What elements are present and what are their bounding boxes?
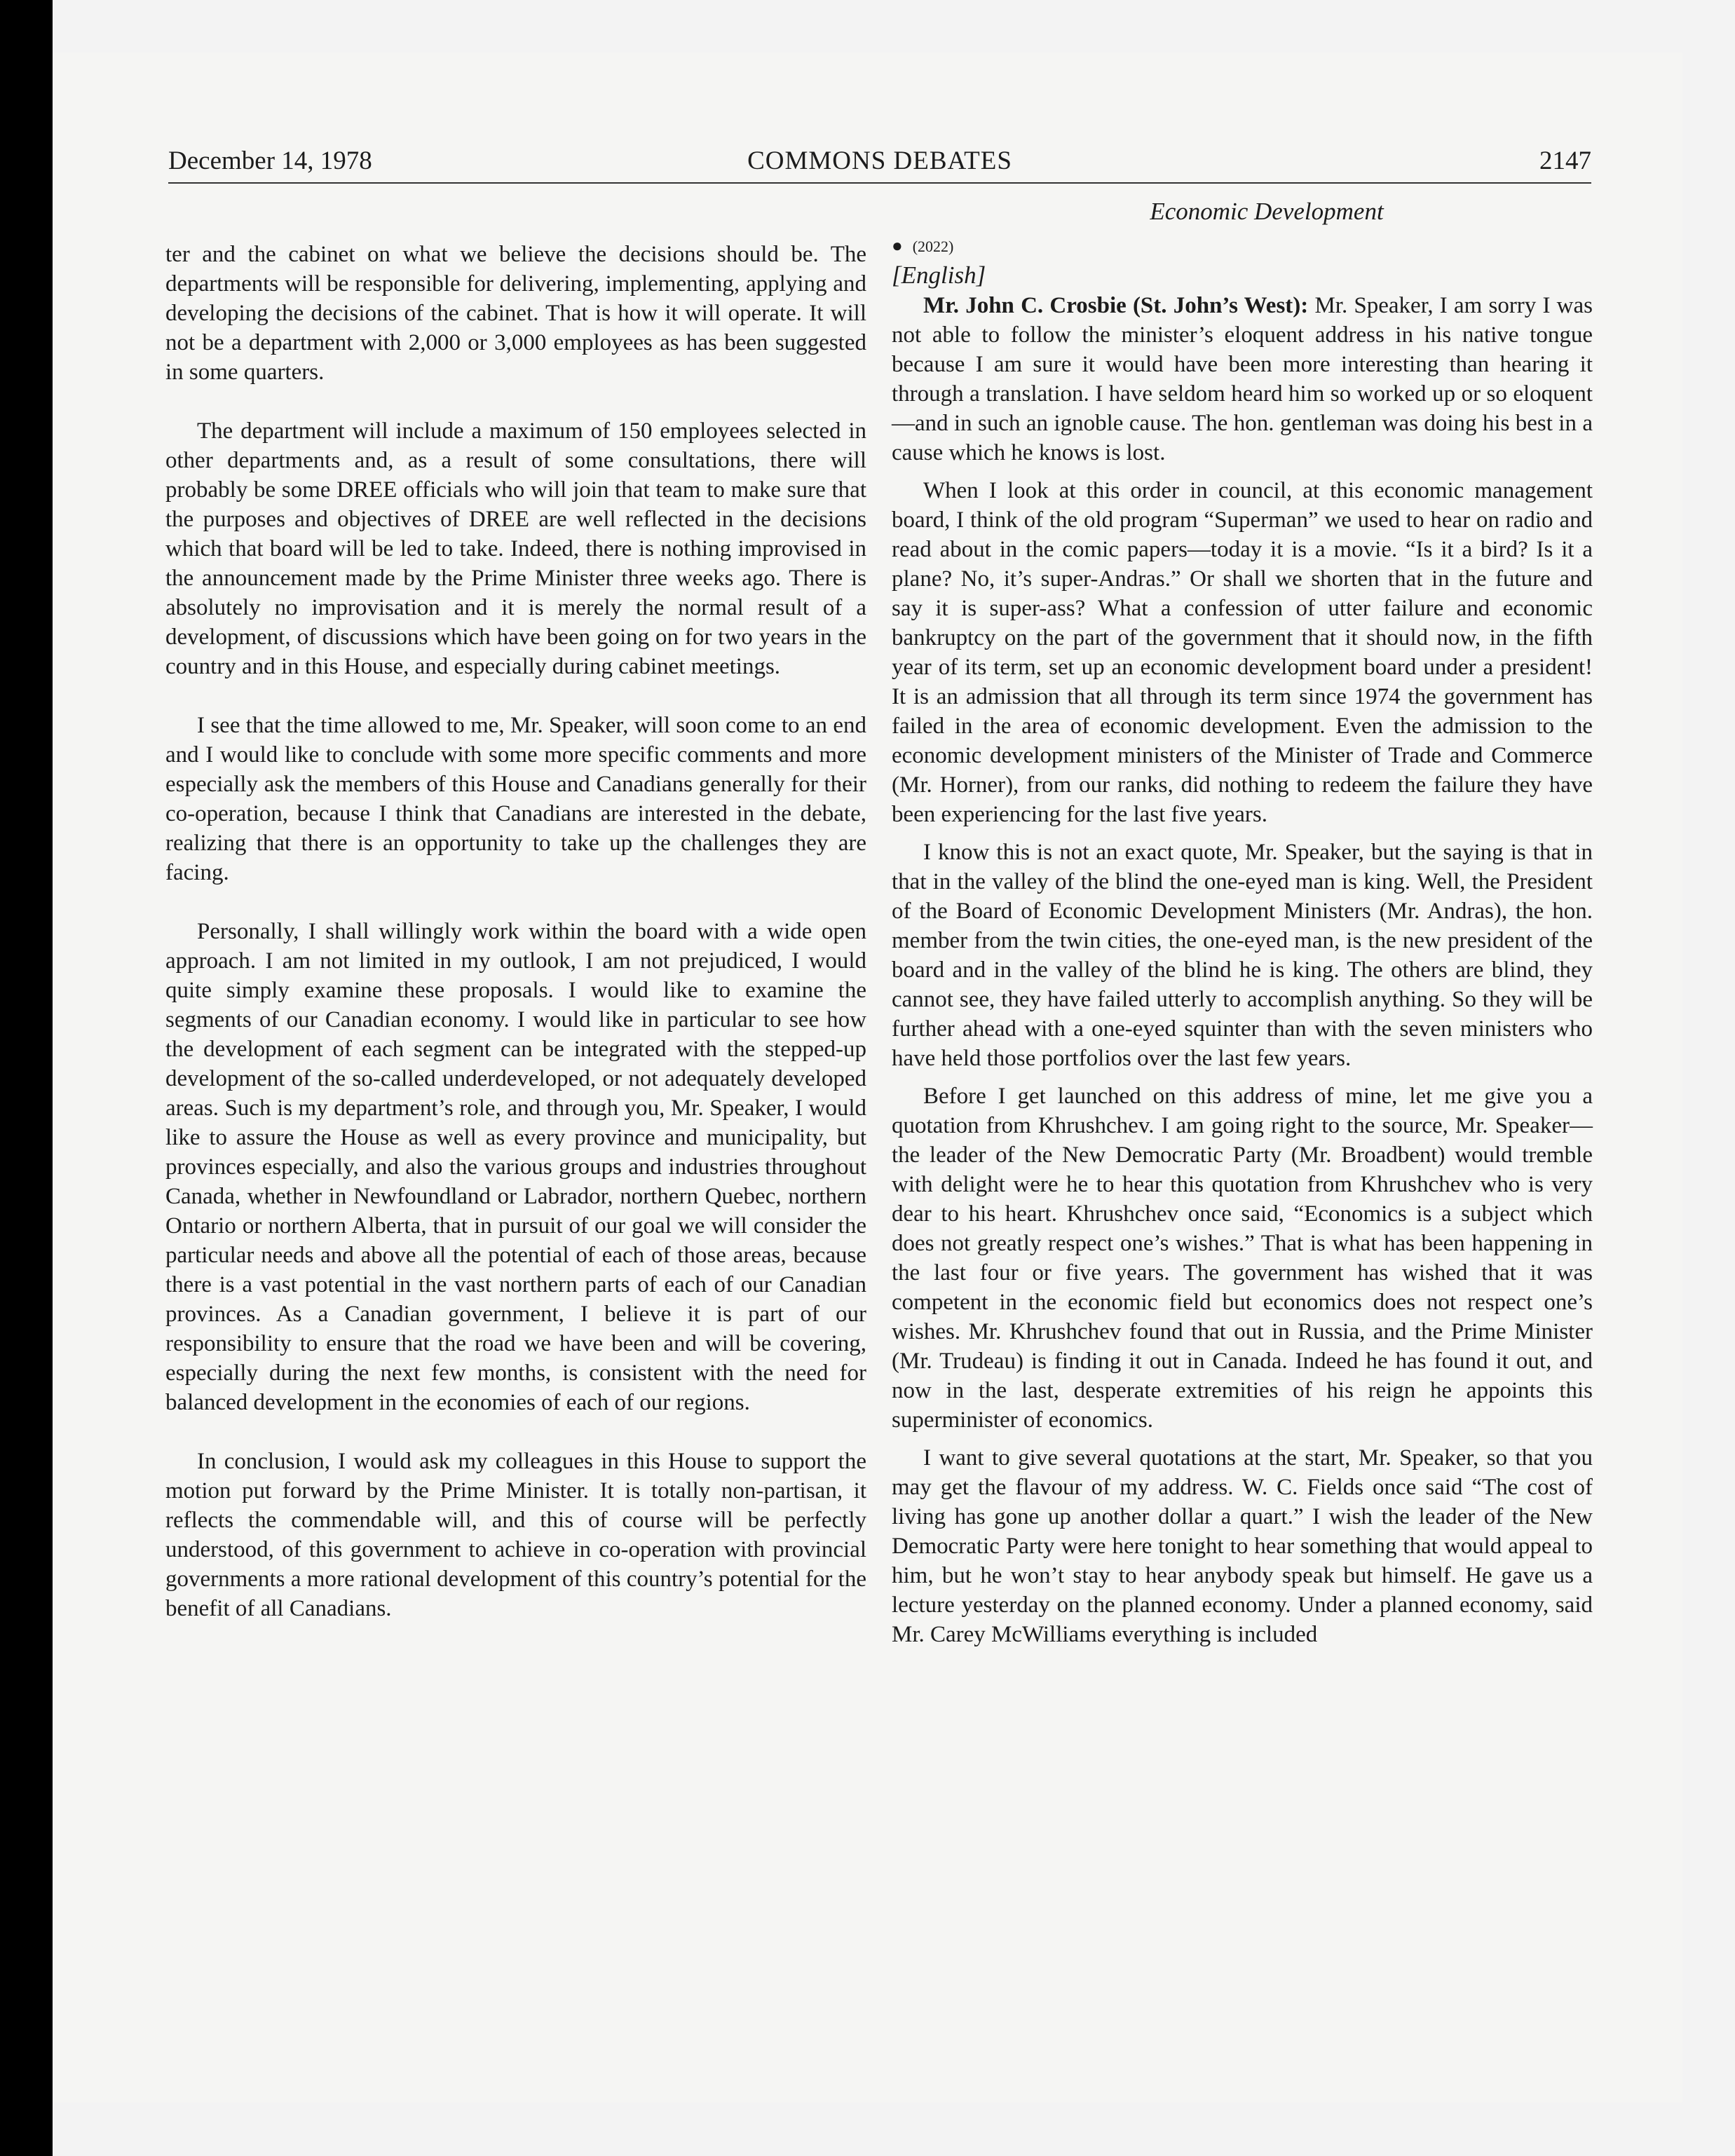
bullet-icon: ●: [892, 236, 903, 256]
header-journal-title: COMMONS DEBATES: [747, 146, 1012, 175]
right-paragraph-1: [892, 291, 1593, 468]
right-paragraph-2: When I look at this order in council, at this economic management board, I think of the old program “Superman” we used to hear on radio and read about in the comic papers—today it is a movie. “Is it a bird? Is it a plane? No, it’s super-Andras.” Or shall we shorten that in the future and say it is super-ass? What a confession of utter failure and economic bankruptcy on the part of the government that it should now, in the fifth year of its term, set up an economic development board under a president! It is an admission that all through its term since 1974 the government has failed in the area of economic development. Even the admission to the economic development ministers of the Minister of Trade and Commerce (Mr. Horner), from our ranks, did nothing to redeem the failure they have been experiencing for the last five years.: [892, 478, 1593, 827]
left-paragraph-4: Personally, I shall willingly work within the board with a wide open approach. I am not limited in my outlook, I am not prejudiced, I would quite simply examine these proposals. I would like to examine the segments of our Canadian economy. I would like in particular to see how the development of each segment can be integrated with the stepped-up development of the so-called underdeveloped, or not adequately developed areas. Such is my department’s role, and through you, Mr. Speaker, I would like to assure the House as well as every province and municipality, but provinces especially, and also the various groups and industries throughout Canada, whether in Newfoundland or Labrador, northern Quebec, northern Ontario or northern Alberta, that in pursuit of our goal we will consider the particular needs and above all the potential of each of those areas, because there is a vast potential in the vast northern parts of each of our Canadian provinces. As a Canadian government, I believe it is part of our responsibility to ensure that the road we have been and will be covering, especially during the next few months, is consistent with the need for balanced development in the economies of each of our regions.: [165, 919, 866, 1415]
right-paragraph-4: Before I get launched on this address of mine, let me give you a quotation from Khrushchev. I am going right to the source, Mr. Speaker—the leader of the New Democratic Party (Mr. Broadbent) would tremble with delight were he to hear this quotation from Khrushchev who is very dear to his heart. Khrushchev once said, “Economics is a subject which does not greatly respect one’s wishes.” That is what has been happening in the last four or five years. The government has wished that it was competent in the economic field but economics does not respect one’s wishes. Mr. Khrushchev found that out in Russia, and the Prime Minister (Mr. Trudeau) is finding it out in Canada. Indeed he has found it out, and now in the last, desperate extremities of his reign he appoints this superminister of economics.: [892, 1084, 1593, 1433]
speaker-first-paragraph: Mr. Speaker, I am sorry I was not able to follow the minister’s eloquent address in his native tongue because I am sure it would have been more interesting than hearing it through a translation. I have seldom heard him so worked up or so eloquent—and in such an ignoble cause. The hon. gentleman was doing his best in a cause which he knows is lost.: [892, 293, 1593, 465]
section-title: Economic Development: [1150, 198, 1384, 225]
left-paragraph-2: The department will include a maximum of 150 employees selected in other departments and, as a result of some consultations, there will probably be some DREE officials who will join that team to make sure that the purposes and objectives of DREE are well reflected in the decisions which that board will be led to take. Indeed, there is nothing improvised in the announcement made by the Prime Minister three weeks ago. There is absolutely no improvisation and it is merely the normal result of a development, of discussions which have been going on for two years in the country and in this House, and especially during cabinet meetings.: [165, 418, 866, 679]
right-paragraph-5: I want to give several quotations at the start, Mr. Speaker, so that you may get the flavour of my address. W. C. Fields once said “The cost of living has gone up another dollar a quart.” I wish the leader of the New Democratic Party were here tonight to hear something that would appeal to him, but he won’t stay to hear anybody speak but himself. He gave us a lecture yesterday on the planned economy. Under a planned economy, said Mr. Carey McWilliams everything is included: [892, 1445, 1593, 1647]
header-date: December 14, 1978: [168, 146, 372, 175]
scan-edge: [0, 0, 53, 2156]
left-paragraph-3: I see that the time allowed to me, Mr. Speaker, will soon come to an end and I would like to conclude with some more specific comments and more especially ask the members of this House and Canadians generally for their co-operation, because I think that Canadians are interested in the debate, realizing that there is an opportunity to take up the challenges they are facing.: [165, 713, 866, 885]
right-paragraph-3: I know this is not an exact quote, Mr. Speaker, but the saying is that in that in the valley of the blind the one-eyed man is king. Well, the President of the Board of Economic Development Ministers (Mr. Andras), the hon. member from the twin cities, the one-eyed man, is the new president of the board and in the valley of the blind he is king. The others are blind, they cannot see, they have failed utterly to accomplish anything. So they will be further ahead with a one-eyed squinter than with the seven ministers who have held those portfolios over the last few years.: [892, 840, 1593, 1071]
left-paragraph-5: In conclusion, I would ask my colleagues in this House to support the motion put forward by the Prime Minister. It is totally non-partisan, it reflects the commendable will, and this of course will be perfectly understood, of this government to achieve in co-operation with provincial governments a more rational development of this country’s potential for the benefit of all Canadians.: [165, 1449, 866, 1621]
language-marker: [English]: [892, 261, 986, 289]
header-page-number: 2147: [1539, 146, 1591, 175]
time-marker-text: (2022): [912, 238, 954, 255]
time-marker: [892, 233, 1593, 260]
speaker-name: Mr. John C. Crosbie (St. John’s West):: [923, 293, 1309, 318]
running-head: [168, 140, 1591, 184]
right-column: [892, 196, 1593, 1658]
left-paragraph-1: ter and the cabinet on what we believe the decisions should be. The departments will be responsible for delivering, implementing, applying and developing the decisions of the cabinet. That is how it will operate. It will not be a department with 2,000 or 3,000 employees as has been suggested in some quarters.: [165, 242, 866, 385]
left-column: [165, 240, 866, 1653]
